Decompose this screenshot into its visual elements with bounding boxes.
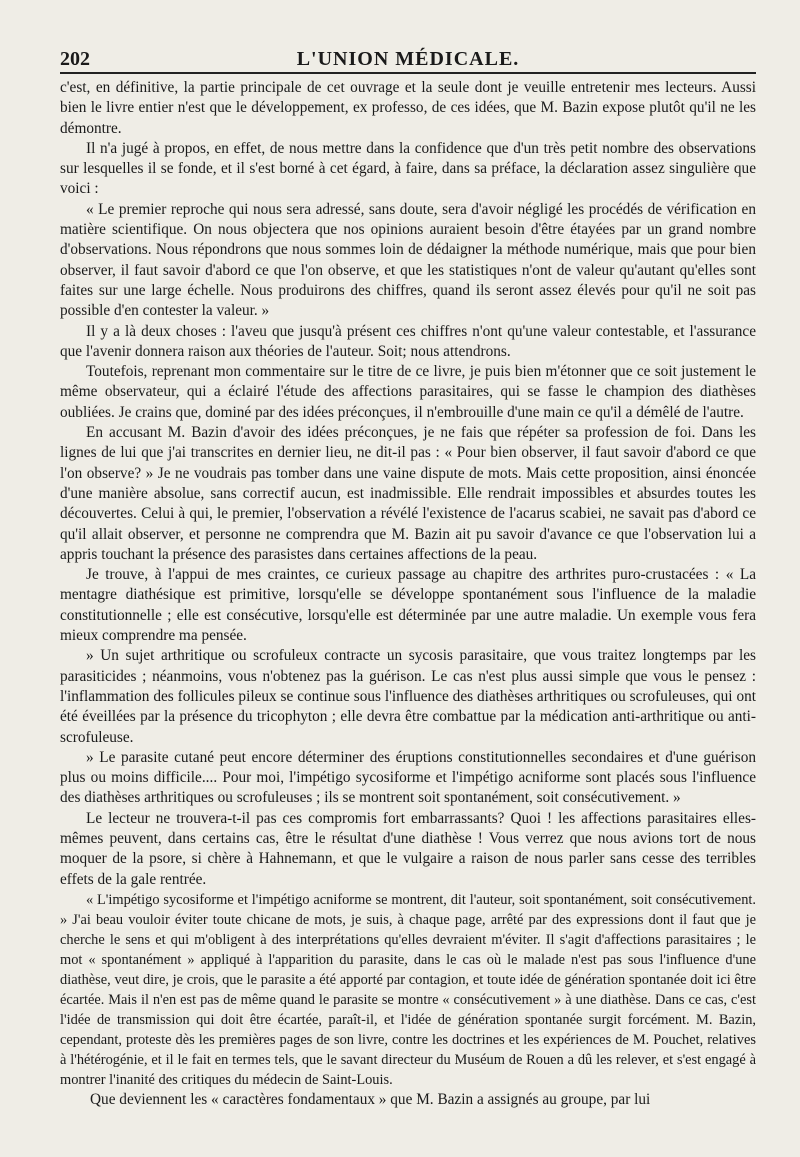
paragraph: Il y a là deux choses : l'aveu que jusqu'à présent ces chiffres n'ont qu'une valeur contestable, et l'assurance que l'avenir donnera raison aux théories de l'auteur. Soit; nous attendrons. (60, 322, 756, 360)
body-text (60, 78, 756, 1110)
header-rule (60, 72, 756, 74)
paragraph: Le lecteur ne trouvera-t-il pas ces compromis fort embarrassants? Quoi ! les affections parasitaires elles-mêmes peuvent, dans certains cas, être le résultat d'une diathèse ! Vous verrez que nous avions tort de nous moquer de la psore, si chère à Hahnemann, et que le vulgaire a raison de nous parler sans cesse des terribles effets de la gale rentrée. (60, 809, 756, 888)
page-number: 202 (60, 48, 90, 70)
paragraph: Il n'a jugé à propos, en effet, de nous mettre dans la confidence que d'un très petit nombre des observations sur lesquelles il se fonde, et il s'est borné à cet égard, à faire, dans sa préface, la déclaration assez singulière que voici : (60, 139, 756, 198)
paragraph: « L'impétigo sycosiforme et l'impétigo acniforme se montrent, dit l'auteur, soit spontanément, soit consécutivement. » J'ai beau vouloir éviter toute chicane de mots, je suis, à chaque page, arrêté par des expressions dont il faut que je cherche le sens et qui m'obligent à des interprétations qu'elles devraient m'éviter. Il s'agit d'affections parasitaires ; le mot « spontanément » appliqué à l'apparition du parasite, dans le cas où le malade n'est pas sous l'influence d'une diathèse, veut dire, je crois, que le parasite a été apporté par contagion, et toute idée de génération spontanée doit ici être écartée. Mais il n'en est pas de même quand le parasite se montre « consécutivement » à une diathèse. Dans ce cas, c'est l'idée de transmission qui doit être écartée, paraît-il, et l'idée de génération spontanée surgit forcément. M. Bazin, cependant, proteste dès les premières pages de son livre, contre les doctrines et les expériences de M. Pouchet, relatives à l'hétérogénie, et il le fait en termes tels, que le savant directeur du Muséum de Rouen a dû les relever, et s'est engagé à montrer l'inanité des critiques du médecin de Saint-Louis. (60, 891, 756, 1088)
paragraph: « Le premier reproche qui nous sera adressé, sans doute, sera d'avoir négligé les procédés de vérification en matière scientifique. On nous objectera que nos opinions auraient besoin d'être étayées par un grand nombre d'observations. Nous répondrons que nous sommes loin de dédaigner la méthode numérique, mais que pour bien observer, il faut savoir d'abord ce que l'on observe, et que les statistiques n'ont de valeur qu'autant qu'elles sont faites sur une large échelle. Nous produirons des chiffres, quand ils seront assez élevés pour qu'il ne soit pas possible d'en contester la valeur. » (60, 200, 756, 320)
paragraph: Toutefois, reprenant mon commentaire sur le titre de ce livre, je puis bien m'étonner que ce soit justement le même observateur, qui a éclairé l'étude des affections parasitaires, qui se fasse le champion des diathèses oubliées. Je crains que, dominé par des idées préconçues, il n'embrouille d'une main ce qu'il a démêlé de l'autre. (60, 363, 756, 421)
paragraph: » Le parasite cutané peut encore déterminer des éruptions constitutionnelles secondaires et d'une guérison plus ou moins difficile.... Pour moi, l'impétigo sycosiforme et l'impétigo acniforme sont placés sous l'influence des diathèses arthritiques ou scrofuleuses ; ils se montrent soit spontanément, soit consécutivement. » (60, 748, 756, 807)
paragraph: Je trouve, à l'appui de mes craintes, ce curieux passage au chapitre des arthrites puro-crustacées : « La mentagre diathésique est primitive, lorsqu'elle se développe spontanément sous l'influence de la maladie constitutionnelle ; elle est consécutive, lorsqu'elle est déterminée par une autre maladie. Un exemple vous fera mieux comprendre ma pensée. (60, 566, 756, 645)
paragraph: » Un sujet arthritique ou scrofuleux contracte un sycosis parasitaire, que vous traitez longtemps par les parasiticides ; néanmoins, vous n'obtenez pas la guérison. Le cas n'est plus aussi simple que vous le pensez : l'inflammation des follicules pileux se continue sous l'influence des diathèses arthritiques ou scrofuleuses, qui ont été éveillées par la présence du tricophyton ; elle devra être combattue par la médication anti-arthritique ou anti-scrofuleuse. (60, 647, 756, 746)
paragraph: Que deviennent les « caractères fondamentaux » que M. Bazin a assignés au groupe, par lui (90, 1090, 651, 1108)
paragraph: En accusant M. Bazin d'avoir des idées préconçues, je ne fais que répéter sa profession de foi. Dans les lignes de lui que j'ai transcrites en dernier lieu, ne dit-il pas : « Pour bien observer, il faut savoir d'abord ce que l'on observe? » Je ne voudrais pas tomber dans une vaine dispute de mots. Mais cette proposition, ainsi énoncée d'une manière absolue, sans correctif aucun, est inadmissible. Elle rendrait impossibles et absurdes toutes les découvertes. Celui à qui, le premier, l'observation a révélé l'existence de l'acarus scabiei, ne savait pas d'abord ce qu'il allait observer, et personne ne comprendra que M. Bazin ait pu savoir d'avance ce que l'observation lui a appris touchant la présence des parasistes dans certaines affections de la peau. (60, 424, 756, 563)
running-head: L'UNION MÉDICALE. (296, 48, 520, 70)
paragraph: c'est, en définitive, la partie principale de cet ouvrage et la seule dont je veuille entretenir mes lecteurs. Aussi bien le livre entier n'est que le développement, ex professo, de ces idées, que M. Bazin expose plutôt qu'il ne les démontre. (60, 79, 756, 137)
page-header (60, 38, 756, 72)
